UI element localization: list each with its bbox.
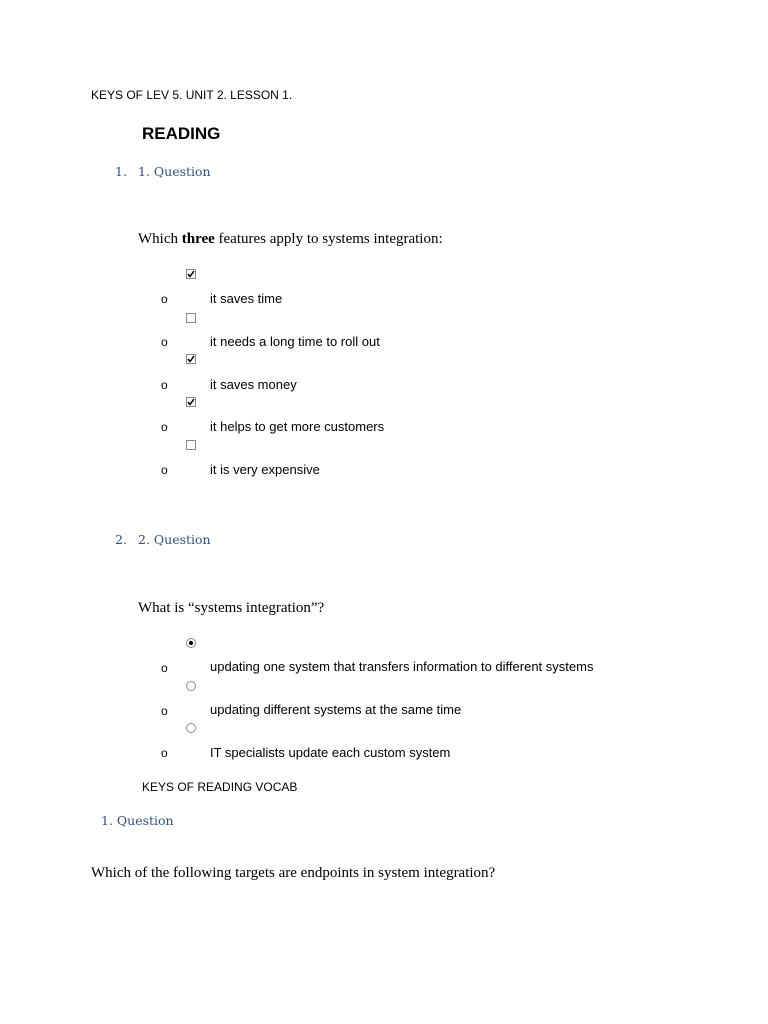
- checkmark-icon: [187, 398, 195, 406]
- q2-option-2-bullet: o: [161, 704, 168, 718]
- q2-option-2-radio[interactable]: [186, 681, 196, 691]
- q1-option-1-checkbox[interactable]: [186, 269, 196, 279]
- q2-option-1-bullet: o: [161, 661, 168, 675]
- radio-selected-dot: [189, 641, 193, 645]
- q1-option-2-bullet: o: [161, 335, 168, 349]
- q2-option-3-bullet: o: [161, 746, 168, 760]
- checkmark-icon: [187, 270, 195, 278]
- question-1-prompt-emphasis: three: [181, 231, 215, 247]
- doc-header: KEYS OF LEV 5. UNIT 2. LESSON 1.: [91, 88, 293, 102]
- question-2-label: 2. Question: [138, 532, 211, 547]
- q1-option-5-checkbox[interactable]: [186, 440, 196, 450]
- vocab-section-title: KEYS OF READING VOCAB: [142, 780, 298, 794]
- q1-option-3-bullet: o: [161, 378, 168, 392]
- q1-option-4-bullet: o: [161, 420, 168, 434]
- q1-option-2-checkbox[interactable]: [186, 313, 196, 323]
- q1-option-2-text: it needs a long time to roll out: [210, 334, 380, 349]
- checkmark-icon: [187, 355, 195, 363]
- q2-option-1-text: updating one system that transfers information to different systems: [210, 659, 594, 674]
- q1-option-5-bullet: o: [161, 463, 168, 477]
- q2-option-3-text: IT specialists update each custom system: [210, 745, 451, 760]
- q1-option-4-text: it helps to get more customers: [210, 419, 385, 434]
- q1-option-1-bullet: o: [161, 292, 168, 306]
- q1-option-1-text: it saves time: [210, 291, 283, 306]
- question-1-prompt: [138, 231, 443, 248]
- vocab-question-label: 1. Question: [101, 813, 174, 828]
- question-1-list-number: 1.: [115, 164, 127, 179]
- q1-option-3-text: it saves money: [210, 377, 297, 392]
- question-1-label: 1. Question: [138, 164, 211, 179]
- question-2-prompt: What is “systems integration”?: [138, 600, 325, 616]
- question-1-prompt-start: Which: [138, 231, 182, 247]
- q1-option-4-checkbox[interactable]: [186, 397, 196, 407]
- q2-option-3-radio[interactable]: [186, 723, 196, 733]
- q2-option-2-text: updating different systems at the same time: [210, 702, 462, 717]
- q2-option-1-radio[interactable]: [186, 638, 196, 648]
- vocab-question-prompt: Which of the following targets are endpoints in system integration?: [91, 865, 496, 881]
- question-1-prompt-end: features apply to systems integration:: [214, 231, 443, 247]
- question-2-list-number: 2.: [115, 532, 127, 547]
- q1-option-5-text: it is very expensive: [210, 462, 320, 477]
- section-title: READING: [142, 124, 221, 143]
- q1-option-3-checkbox[interactable]: [186, 354, 196, 364]
